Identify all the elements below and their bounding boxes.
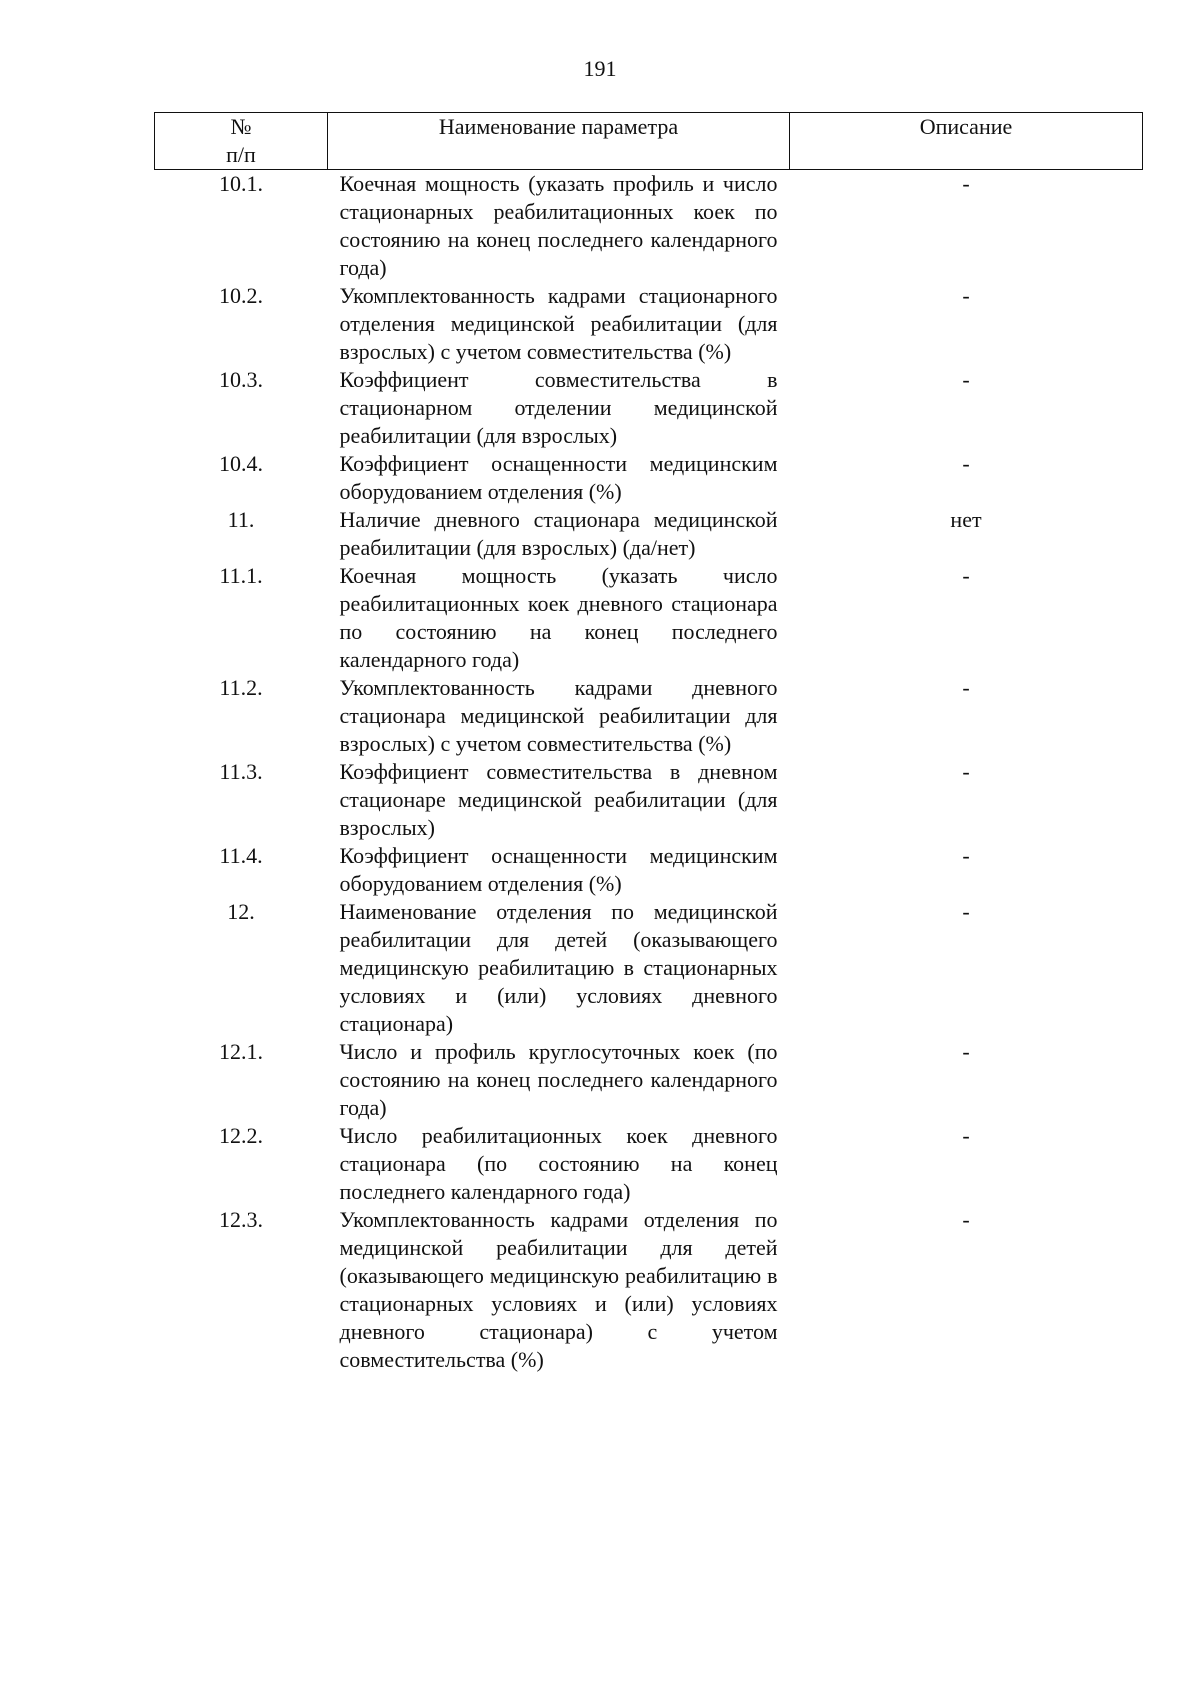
- row-number: 11.1.: [219, 563, 263, 588]
- row-description: -: [962, 759, 970, 784]
- row-description: -: [962, 1207, 970, 1232]
- row-number: 12.2.: [219, 1123, 263, 1148]
- table-header: [155, 113, 1143, 170]
- row-parameter: Коэффициент оснащенности медицинским оборудованием отделения (%): [339, 451, 778, 504]
- table-row: [155, 506, 1143, 562]
- table-row: [155, 1122, 1143, 1206]
- row-parameter: Коэффициент совместительства в стационарном отделении медицинской реабилитации (для взрослых): [339, 367, 778, 448]
- row-description: -: [962, 1039, 970, 1064]
- table-row: [155, 450, 1143, 506]
- row-number: 12.: [227, 899, 255, 924]
- row-number: 11.2.: [219, 675, 263, 700]
- row-description: -: [962, 367, 970, 392]
- header-parameter: Наименование параметра: [328, 113, 790, 170]
- row-parameter: Коечная мощность (указать профиль и число стационарных реабилитационных коек по состоянию на конец последнего календарного года): [339, 171, 778, 280]
- table-row: [155, 842, 1143, 898]
- header-number-line1: №: [230, 114, 252, 139]
- row-description: -: [962, 451, 970, 476]
- row-parameter: Укомплектованность кадрами стационарного отделения медицинской реабилитации (для взрослых) с учетом совместительства (%): [339, 283, 778, 364]
- row-parameter: Коэффициент оснащенности медицинским оборудованием отделения (%): [339, 843, 778, 896]
- row-number: 11.3.: [219, 759, 263, 784]
- table-row: [155, 1038, 1143, 1122]
- table-row: [155, 674, 1143, 758]
- table-row: [155, 366, 1143, 450]
- row-number: 12.1.: [219, 1039, 263, 1064]
- row-parameter: Коэффициент совместительства в дневном стационаре медицинской реабилитации (для взрослых): [339, 759, 778, 840]
- row-description: -: [962, 171, 970, 196]
- row-description: -: [962, 563, 970, 588]
- header-number: [155, 113, 328, 170]
- row-number: 12.3.: [219, 1207, 263, 1232]
- row-parameter: Наименование отделения по медицинской реабилитации для детей (оказывающего медицинскую реабилитацию в стационарных условиях и (или) условиях дневного стационара): [339, 899, 778, 1036]
- page-number: 191: [583, 56, 617, 81]
- header-row: [155, 113, 1143, 170]
- row-description: -: [962, 1123, 970, 1148]
- table-row: [155, 170, 1143, 283]
- row-parameter: Укомплектованность кадрами дневного стационара медицинской реабилитации для взрослых) с учетом совместительства (%): [339, 675, 778, 756]
- row-parameter: Коечная мощность (указать число реабилитационных коек дневного стационара по состоянию на конец последнего календарного года): [339, 563, 778, 672]
- row-description: нет: [950, 507, 982, 532]
- row-parameter: Укомплектованность кадрами отделения по медицинской реабилитации для детей (оказывающего медицинскую реабилитацию в стационарных условиях и (или) условиях дневного стационара) с учетом совместительства (%): [339, 1207, 778, 1372]
- table-row: [155, 898, 1143, 1038]
- parameters-table: [154, 112, 1143, 1374]
- row-description: -: [962, 283, 970, 308]
- row-parameter: Число реабилитационных коек дневного стационара (по состоянию на конец последнего календарного года): [339, 1123, 778, 1204]
- table-body: [155, 170, 1143, 1375]
- header-number-line2: п/п: [226, 142, 256, 167]
- row-number: 10.3.: [219, 367, 263, 392]
- table-row: [155, 282, 1143, 366]
- row-parameter: Число и профиль круглосуточных коек (по состоянию на конец последнего календарного года): [339, 1039, 778, 1120]
- row-number: 10.4.: [219, 451, 263, 476]
- row-number: 10.2.: [219, 283, 263, 308]
- table-row: [155, 758, 1143, 842]
- row-number: 11.: [227, 507, 255, 532]
- row-number: 10.1.: [219, 171, 263, 196]
- row-description: -: [962, 843, 970, 868]
- row-description: -: [962, 899, 970, 924]
- row-description: -: [962, 675, 970, 700]
- row-number: 11.4.: [219, 843, 263, 868]
- table-row: [155, 1206, 1143, 1374]
- table-row: [155, 562, 1143, 674]
- row-parameter: Наличие дневного стационара медицинской реабилитации (для взрослых) (да/нет): [339, 507, 778, 560]
- header-description: Описание: [790, 113, 1143, 170]
